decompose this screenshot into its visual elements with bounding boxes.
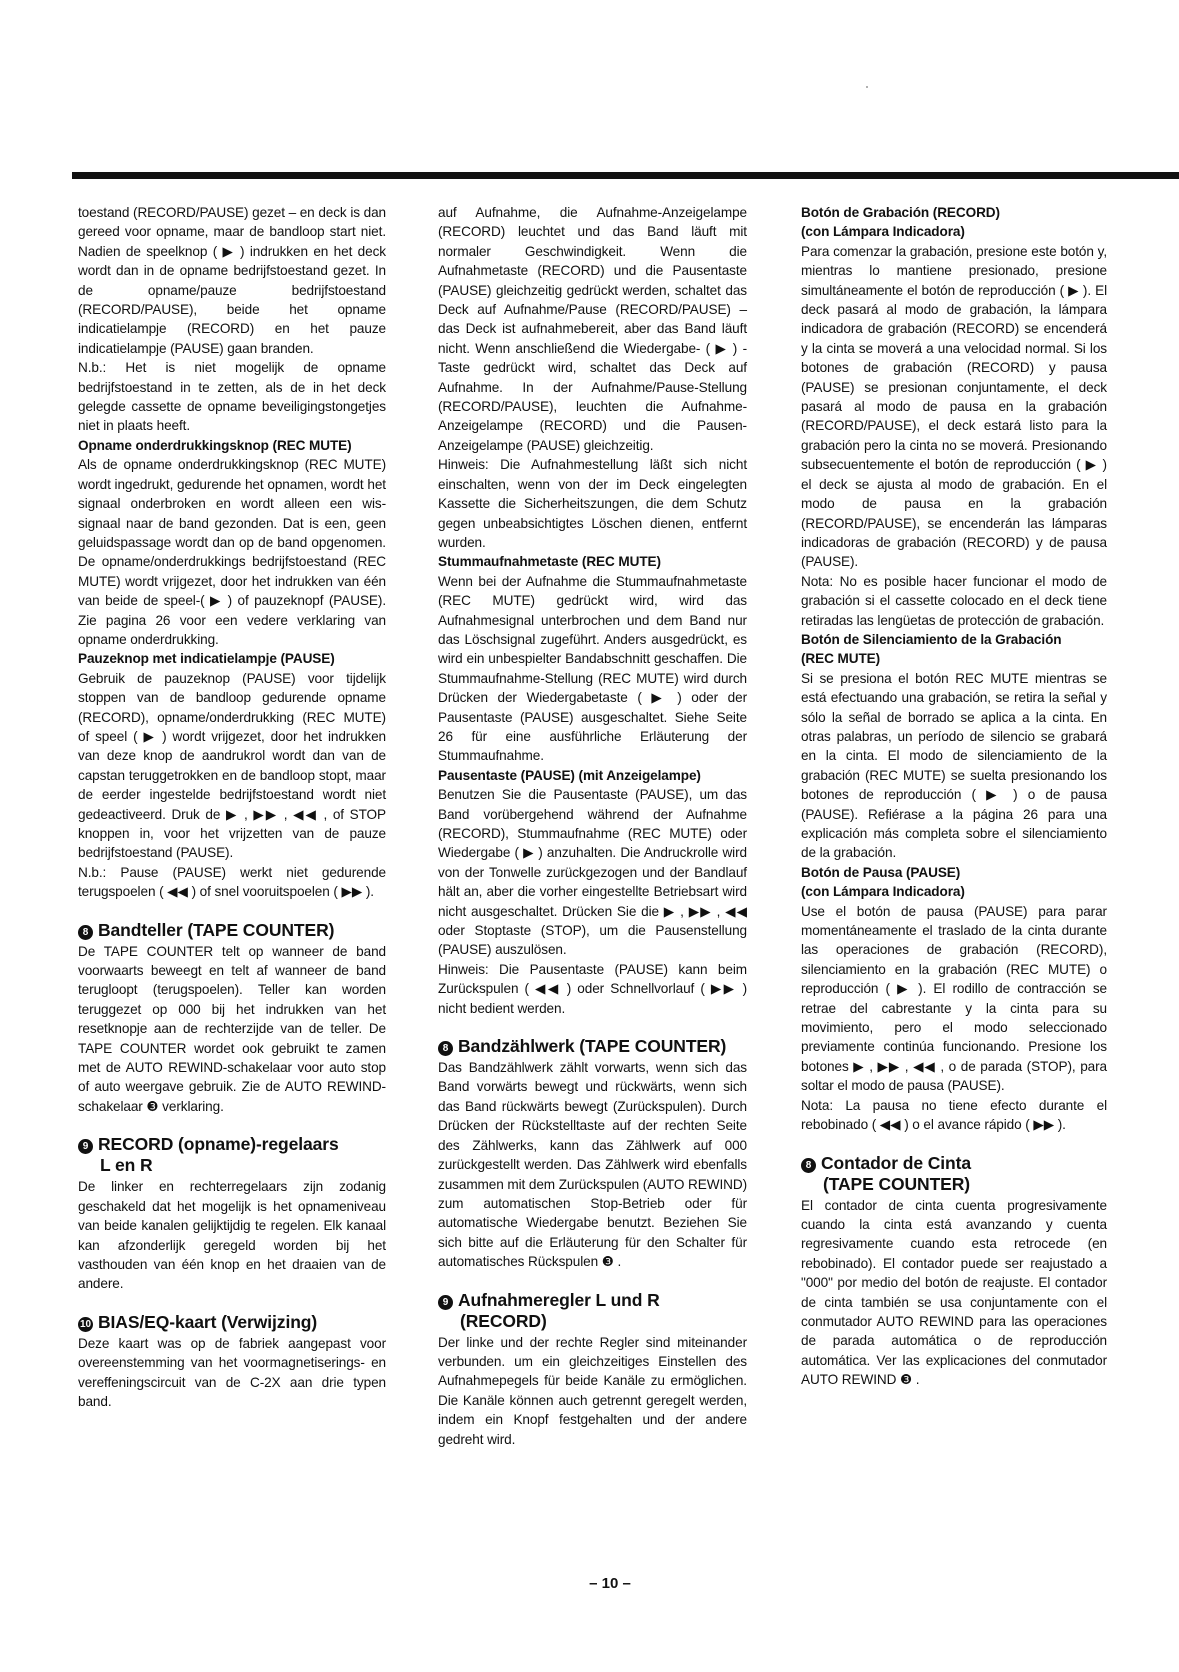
- paragraph: De linker en rechterregelaars zijn zodanig geschakeld dat het mogelijk is het opnameniveau van beide kanalen gelijktijdig te regelen. Elk kanaal kan afzonderlijk geregeld worden bij het vasthouden van één knop en het draaien van de andere.: [78, 1179, 386, 1292]
- header-rule: [72, 172, 1179, 179]
- section-title-cont: (RECORD): [460, 1310, 547, 1331]
- section-title-cont: L en R: [100, 1155, 153, 1176]
- column-spanish: [801, 203, 1107, 1390]
- section-heading: [438, 1290, 747, 1332]
- note: Nota: La pausa no tiene efecto durante el rebobinado ( ◀◀ ) o el avance rápido ( ▶▶ ).: [801, 1097, 1107, 1133]
- section-number-badge: 8: [78, 925, 93, 940]
- section-title-cont: (TAPE COUNTER): [823, 1173, 971, 1194]
- note: Nota: No es posible hacer funcionar el modo de grabación si el cassette colocado en el deck tiene retiradas las lengüetas de protección de grabación.: [801, 573, 1107, 628]
- page-number: – 10 –: [589, 1575, 631, 1592]
- subheading: Opname onderdrukkingsknop (REC MUTE): [78, 437, 352, 453]
- column-dutch: [78, 203, 386, 1411]
- paragraph: auf Aufnahme, die Aufnahme-Anzeigelampe (RECORD) leuchtet und das Band läuft mit normaler Geschwindigkeit. Wenn die Aufnahmetaste (RECORD) und die Pausentaste (PAUSE) gleichzeitig gedrückt werden, schaltet das Deck auf Aufnahme/Pause (RECORD/PAUSE) – das Deck ist aufnahmebereit, aber das Band läuft nicht. Wenn anschließend die Wiedergabe- ( ▶ ) -Taste gedrückt wird, schaltet das Deck auf Aufnahme. In der Aufnahme/Pause-Stellung (RECORD/PAUSE), leuchten die Aufnahme-Anzeigelampe (RECORD) und die Pausen-Anzeigelampe (PAUSE) gleichzeitig.: [438, 205, 747, 453]
- section-title: Aufnahmeregler L und R: [458, 1289, 660, 1310]
- scan-speck: [866, 86, 868, 88]
- section-number-badge: 8: [438, 1041, 453, 1056]
- subheading: Stummaufnahmetaste (REC MUTE): [438, 554, 661, 570]
- note: N.b.: Het is niet mogelijk de opname bedrijfstoestand in te zetten, als de in het deck gelegde cassette de opname beveiligingstongetjes niet in plaats heeft.: [78, 360, 386, 434]
- note: Hinweis: Die Pausentaste (PAUSE) kann beim Zurückspulen ( ◀◀ ) oder Schnellvorlauf ( ▶▶ ) nicht bedient werden.: [438, 961, 747, 1016]
- paragraph: Wenn bei der Aufnahme die Stummaufnahmetaste (REC MUTE) gedrückt wird, wird das Aufnahmesignal unterbrochen und dem Band nur das Löschsignal zugeführt. Anders ausgedrückt, es wird ein unbespielter Bandabschnitt geschaffen. Die Stummaufnahme-Stellung (REC MUTE) wird durch Drücken der Wiedergabetaste ( ▶ ) oder der Pausentaste (PAUSE) ausgeschaltet. Siehe Seite 26 für eine ausführliche Erläuterung der Stummaufnahme.: [438, 573, 747, 764]
- paragraph: Benutzen Sie die Pausentaste (PAUSE), um das Band vorübergehend während der Aufnahme (RECORD), Stummaufnahme (REC MUTE) oder Wiedergabe ( ▶ ) anzuhalten. Die Andruckrolle wird von der Tonwelle zurückgezogen und der Bandlauf hält an, aber die vorher eingestellte Betriebsart wird nicht ausgeschaltet. Drücken Sie die ▶ , ▶▶ , ◀◀ oder Stoptaste (STOP), um die Pausenstellung (PAUSE) auszulösen.: [438, 787, 747, 958]
- subheading: (REC MUTE): [801, 651, 881, 667]
- subheading: Botón de Grabación (RECORD): [801, 205, 1000, 220]
- section-heading: [78, 1134, 386, 1176]
- column-german: [438, 203, 747, 1449]
- subheading: (con Lámpara Indicadora): [801, 884, 965, 900]
- paragraph: Als de opname onderdrukkingsknop (REC MUTE) wordt ingedrukt, gedurende het opnamen, wordt het signaal onderbroken en wordt alleen een wis-signaal naar de band gezonden. Dat is een, geen geluidspassage wordt dan op de band opgenomen. De opname/onderdrukkings bedrijfstoestand (REC MUTE) wordt vrijgezet, door het indrukken van één van beide de speel-( ▶ ) of pauzeknopf (PAUSE). Zie pagina 26 voor een vedere verklaring van opname onderdrukking.: [78, 457, 386, 647]
- section-title: Bandteller (TAPE COUNTER): [98, 919, 335, 940]
- section-title: RECORD (opname)-regelaars: [98, 1134, 339, 1155]
- paragraph: Deze kaart was op de fabriek aangepast voor overeenstemming van het voormagnetiserings- en vereffeningscircuit van de C-2X aan drie typen band.: [78, 1335, 386, 1409]
- section-number-badge: 9: [78, 1139, 93, 1154]
- paragraph: Para comenzar la grabación, presione este botón y, mientras lo mantiene presionado, presione simultáneamente el botón de reproducción ( ▶ ). El deck pasará al modo de grabación, la lámpara indicadora de grabación (RECORD) se encenderá y la cinta se moverá a una velocidad normal. Si los botones de grabación (RECORD) y pausa (PAUSE) se presionan conjuntamente, el deck pasará al modo de pausa en la grabación (RECORD/PAUSE), el deck estará listo para la grabación pero la cinta no se moverá. Presionando subsecuentemente el botón de reproducción ( ▶ ) el deck se ajusta al modo de grabación. En el modo de pausa en la grabación (RECORD/PAUSE), se encenderán las lámparas indicadoras de grabación (RECORD) y de pausa (PAUSE).: [801, 243, 1107, 570]
- section-heading: [78, 1312, 386, 1333]
- section-title: Contador de Cinta: [821, 1152, 971, 1173]
- paragraph: De TAPE COUNTER telt op wanneer de band voorwaarts beweegt en telt af wanneer de band terugloopt (terugspoelen). Teller kan worden teruggezet op 000 bij het indrukken van het resetknopje aan de rechterzijde van de teller. De TAPE COUNTER wordet ook gebruikt te zamen met de AUTO REWIND-schakelaar voor auto stop of auto weergave gebruik. Zie de AUTO REWIND-schakelaar ❸ verklaring.: [78, 943, 386, 1114]
- paragraph: Das Bandzählwerk zählt vorwarts, wenn sich das Band vorwärts bewegt und rückwärts, wenn sich das Band rückwärts bewegt (Zurückspulen). Durch Drücken der Rückstelltaste auf der rechten Seite des Zählwerks, kann das Zählwerk auf 000 zurückgestellt werden. Das Zählwerk wird ebenfalls zusammen mit dem Zurückspulen (AUTO REWIND) zum automatischen Stop-Betrieb oder für automatische Wiedergabe benutzt. Beziehen Sie sich bitte auf die Erläuterung für den Schalter für automatisches Rückspulen ❸ .: [438, 1060, 747, 1270]
- paragraph: El contador de cinta cuenta progresivamente cuando la cinta está avanzando y cuenta regresivamente cuando esta retrocede (en rebobinado). El contador puede ser reajustado a "000" por medio del botón de reajuste. El contador de cinta también se usa conjuntamente con el conmutador AUTO REWIND para las operaciones de parada automática o de reproducción automática. Ver las explicaciones del conmutador AUTO REWIND ❸ .: [801, 1197, 1107, 1388]
- paragraph: Si se presiona el botón REC MUTE mientras se está efectuando una grabación, se retira la señal y sólo la señal de borrado se aplica a la cinta. En otras palabras, un período de silencio se grabará en la cinta. El modo de silenciamiento de la grabación (REC MUTE) se suelta presionando los botones de reproducción ( ▶ ) o de pausa (PAUSE). Refiérase a la página 26 para una explicación más completa sobre el silenciamiento de la grabación.: [801, 670, 1107, 861]
- section-number-badge: 9: [438, 1295, 453, 1310]
- note: N.b.: Pause (PAUSE) werkt niet gedurende terugspoelen ( ◀◀ ) of snel vooruitspoelen ( ▶▶ ).: [78, 864, 386, 900]
- subheading: Botón de Silenciamiento de la Grabación: [801, 631, 1062, 647]
- section-heading: [801, 1153, 1107, 1195]
- section-number-badge: 10: [78, 1317, 93, 1332]
- subheading: Pauzeknop met indicatielampje (PAUSE): [78, 651, 335, 667]
- section-title: Bandzählwerk (TAPE COUNTER): [458, 1036, 727, 1057]
- subheading: Pausentaste (PAUSE) (mit Anzeigelampe): [438, 767, 701, 783]
- paragraph: toestand (RECORD/PAUSE) gezet – en deck is dan gereed voor opname, maar de bandloop start niet. Nadien de speelknop ( ▶ ) indrukken en het deck wordt dan in de opname bedrijfstoestand gezet. In de opname/pauze bedrijfstoestand (RECORD/PAUSE), beide het opname indicatielampje (RECORD) en het pauze indicatielampje (PAUSE) gaan branden.: [78, 205, 386, 356]
- section-heading: [78, 920, 386, 941]
- subheading: (con Lámpara Indicadora): [801, 224, 965, 240]
- paragraph: Der linke und der rechte Regler sind miteinander verbunden. um ein gleichzeitiges Einstellen des Aufnahmepegels für beide Kanäle zu ermöglichen. Die Kanäle können auch getrennt geregelt werden, indem ein Knopf festgehalten und der andere gedreht wird.: [438, 1334, 747, 1447]
- paragraph: Use el botón de pausa (PAUSE) para parar momentáneamente el traslado de la cinta durante las operaciones de grabación (RECORD), silenciamiento en la grabación (REC MUTE) o reproducción ( ▶ ). El rodillo de contracción se retrae del cabrestante y la cinta para su movimiento, pero el modo seleccionado previamente continúa funcionando. Presione los botones ▶ , ▶▶ , ◀◀ , o de parada (STOP), para soltar el modo de pausa (PAUSE).: [801, 903, 1107, 1094]
- section-heading: [438, 1036, 747, 1057]
- paragraph: Gebruik de pauzeknop (PAUSE) voor tijdelijk stoppen van de bandloop gedurende opname (RECORD), opname/onderdrukking (REC MUTE) of speel ( ▶ ) wordt vrijgezet, door het indrukken van deze knop de aandrukrol wordt dan van de capstan teruggetrokken en de bandloop stopt, maar de eerder ingestelde bedrijfstoestand wordt niet gedeactiveerd. Druk de ▶ , ▶▶ , ◀◀ , of STOP knoppen in, voor het vrijzetten van de pauze bedrijfstoestand (PAUSE).: [78, 670, 386, 861]
- section-title: BIAS/EQ-kaart (Verwijzing): [98, 1311, 318, 1332]
- note: Hinweis: Die Aufnahmestellung läßt sich nicht einschalten, wenn von der im Deck eingelegten Kassette die Sicherheitszungen, die dem Schutz gegen unbeabsichtigtes Löschen dienen, entfernt wurden.: [438, 457, 747, 550]
- subheading: Botón de Pausa (PAUSE): [801, 864, 961, 880]
- section-number-badge: 8: [801, 1158, 816, 1173]
